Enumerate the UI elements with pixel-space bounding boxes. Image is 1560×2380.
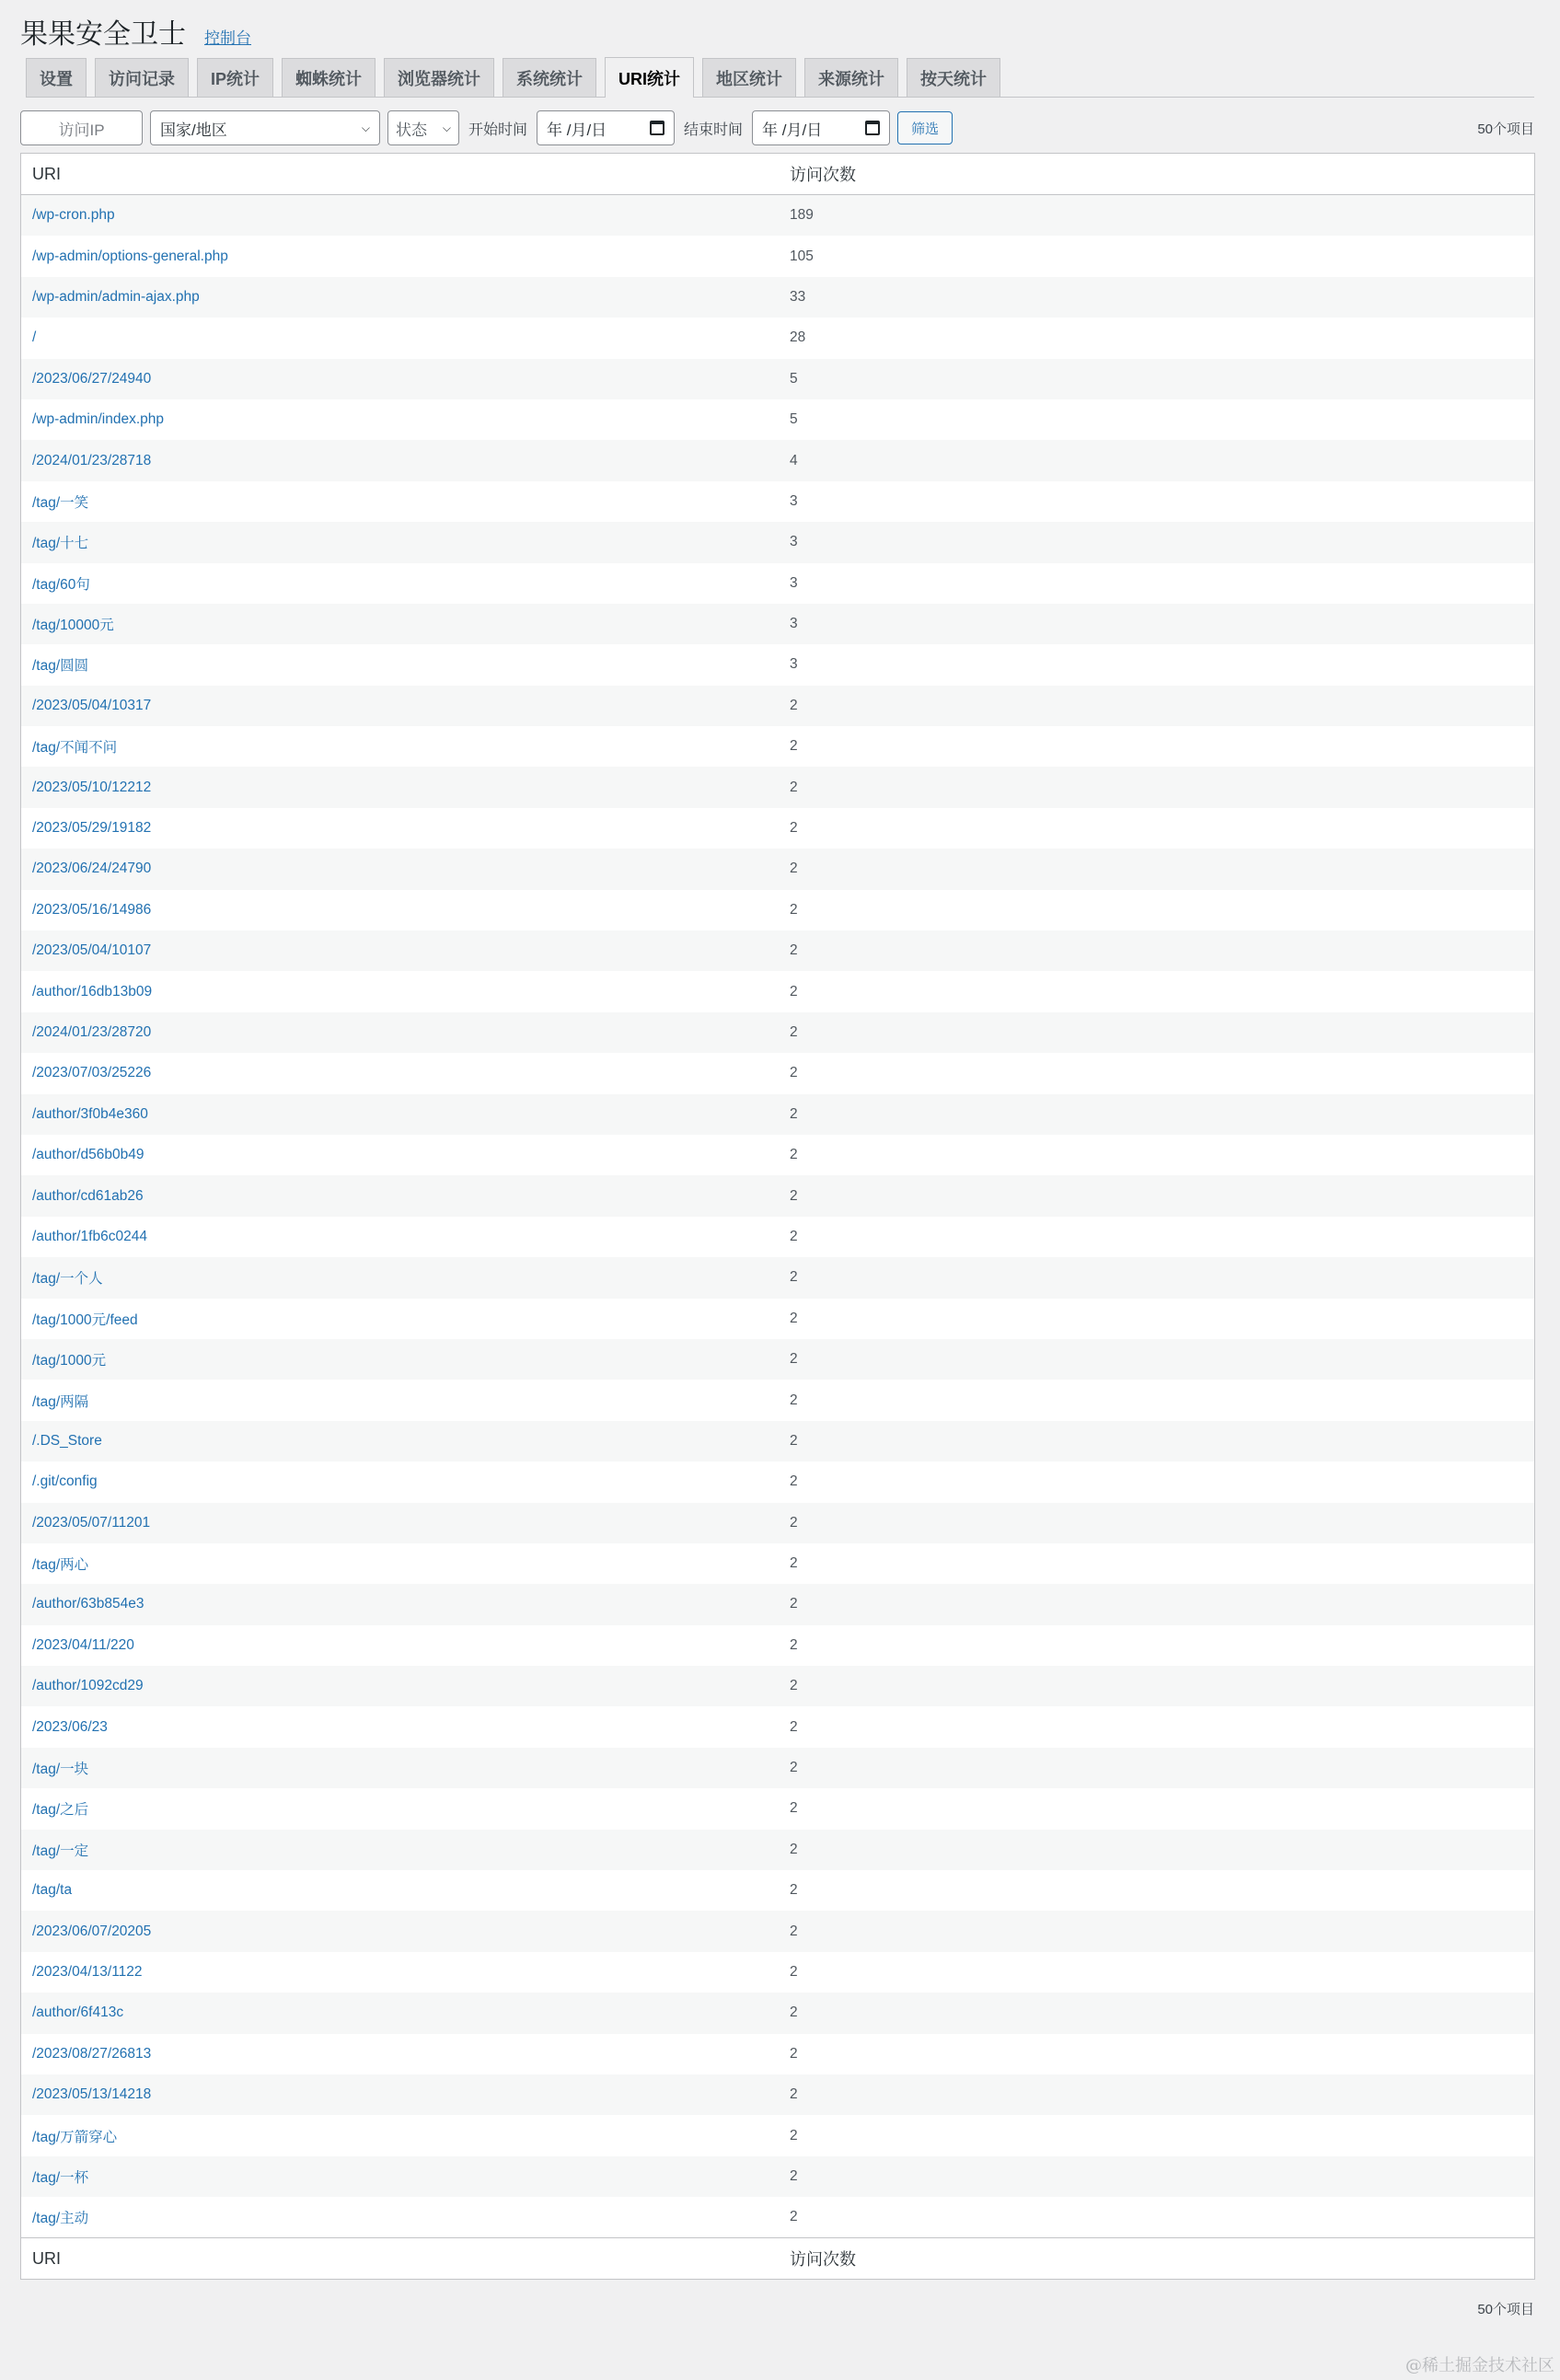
table-row	[21, 1175, 1534, 1216]
visit-count: 2	[790, 2127, 798, 2143]
uri-stats-table	[20, 153, 1535, 2280]
visit-count: 3	[790, 574, 798, 591]
visit-count: 2	[790, 1760, 798, 1776]
table-row	[21, 359, 1534, 399]
uri-link[interactable]: /2023/06/27/24940	[32, 370, 152, 387]
visit-count: 2	[790, 2045, 798, 2062]
table-row	[21, 1993, 1534, 2033]
visit-count: 2	[790, 1596, 798, 1612]
table-row	[21, 1094, 1534, 1135]
uri-link[interactable]: /tag/一块	[32, 1762, 89, 1778]
table-row	[21, 726, 1534, 767]
country-select-value: 国家/地区	[160, 121, 227, 139]
visit-count: 3	[790, 656, 798, 673]
table-row	[21, 1299, 1534, 1339]
uri-link[interactable]: /author/6f413c	[32, 2005, 124, 2021]
tab-0[interactable]: 设置	[26, 58, 87, 97]
uri-link[interactable]: /author/16db13b09	[32, 983, 153, 999]
visit-count: 2	[790, 1065, 798, 1081]
column-header-count[interactable]: 访问次数	[790, 166, 856, 184]
table-row	[21, 1830, 1534, 1870]
table-row	[21, 563, 1534, 604]
visit-count: 2	[790, 1473, 798, 1490]
uri-link[interactable]: /2023/05/13/14218	[32, 2086, 152, 2103]
start-date-input[interactable]	[537, 110, 675, 145]
tab-6[interactable]: URI统计	[605, 57, 694, 98]
visit-count: 2	[790, 2209, 798, 2225]
uri-link[interactable]: /author/d56b0b49	[32, 1147, 144, 1163]
calendar-icon[interactable]	[650, 121, 664, 135]
tab-9[interactable]: 按天统计	[907, 58, 1000, 97]
table-row	[21, 1788, 1534, 1829]
uri-link[interactable]: /2023/07/03/25226	[32, 1065, 152, 1081]
item-count-bottom: 50个项目	[1477, 2302, 1534, 2317]
table-row	[21, 1380, 1534, 1420]
visit-count: 33	[790, 288, 806, 305]
tab-5[interactable]: 系统统计	[503, 58, 596, 97]
uri-link[interactable]: /2023/04/13/1122	[32, 1963, 143, 1980]
column-footer-uri[interactable]: URI	[32, 2248, 61, 2268]
uri-link[interactable]: /author/3f0b4e360	[32, 1105, 148, 1122]
table-row	[21, 1503, 1534, 1543]
uri-link[interactable]: /tag/十七	[32, 536, 89, 552]
uri-link[interactable]: /author/cd61ab26	[32, 1187, 144, 1204]
visit-count: 2	[790, 1269, 798, 1286]
tab-1[interactable]: 访问记录	[95, 58, 189, 97]
uri-link[interactable]: /tag/万箭穿心	[32, 2129, 118, 2145]
table-row	[21, 1625, 1534, 1666]
chevron-down-icon: ⌵	[361, 121, 370, 134]
uri-link[interactable]: /tag/一定	[32, 1843, 89, 1859]
title-row	[20, 11, 251, 48]
visit-count: 2	[790, 738, 798, 755]
visit-count: 2	[790, 1800, 798, 1817]
visit-count: 2	[790, 1923, 798, 1939]
table-row	[21, 1053, 1534, 1093]
visit-count: 3	[790, 492, 798, 509]
column-header-uri[interactable]: URI	[32, 164, 61, 183]
table-row	[21, 2034, 1534, 2074]
tab-3[interactable]: 蜘蛛统计	[282, 58, 376, 97]
uri-link[interactable]: /2023/08/27/26813	[32, 2045, 152, 2062]
visit-count: 2	[790, 942, 798, 959]
uri-link[interactable]: /tag/两隔	[32, 1393, 89, 1410]
watermark: @稀土掘金技术社区	[1405, 2356, 1554, 2375]
table-row	[21, 890, 1534, 930]
table-row	[21, 1257, 1534, 1298]
uri-link[interactable]: /tag/1000元	[32, 1353, 107, 1369]
visit-count: 2	[790, 1678, 798, 1694]
visit-count: 2	[790, 1718, 798, 1735]
visit-count: 2	[790, 1882, 798, 1899]
table-row	[21, 1421, 1534, 1462]
visit-count: 5	[790, 370, 798, 387]
visit-count: 2	[790, 901, 798, 918]
visit-count: 2	[790, 2167, 798, 2184]
table-row	[21, 1748, 1534, 1788]
item-count-top: 50个项目	[1477, 121, 1534, 137]
tab-4[interactable]: 浏览器统计	[384, 58, 494, 97]
table-row	[21, 1543, 1534, 1584]
start-date-placeholder: 年 /月/日	[547, 121, 607, 139]
table-row	[21, 1870, 1534, 1911]
ip-filter-input[interactable]: 访问IP	[20, 110, 143, 145]
table-row	[21, 849, 1534, 889]
end-date-label: 结束时间	[684, 121, 744, 138]
uri-link[interactable]: /2023/05/10/12212	[32, 779, 152, 795]
status-select-value: 状态	[396, 121, 427, 139]
dashboard-link[interactable]: 控制台	[204, 29, 251, 47]
country-select[interactable]	[150, 110, 380, 145]
end-date-input[interactable]	[752, 110, 890, 145]
visit-count: 2	[790, 1024, 798, 1040]
table-row	[21, 399, 1534, 440]
visit-count: 2	[790, 983, 798, 999]
table-row	[21, 2115, 1534, 2155]
visit-count: 3	[790, 534, 798, 550]
visit-count: 105	[790, 248, 814, 264]
visit-count: 2	[790, 1392, 798, 1408]
uri-link[interactable]: /tag/60句	[32, 576, 90, 593]
visit-count: 2	[790, 779, 798, 795]
filter-button[interactable]: 筛选	[897, 111, 953, 144]
table-row	[21, 644, 1534, 685]
uri-link[interactable]: /tag/1000元/feed	[32, 1311, 138, 1328]
visit-count: 2	[790, 1555, 798, 1572]
uri-link[interactable]: /author/63b854e3	[32, 1596, 144, 1612]
filter-bar	[20, 110, 1534, 146]
visit-count: 3	[790, 616, 798, 632]
table-row	[21, 1339, 1534, 1380]
uri-link[interactable]: /2023/05/04/10317	[32, 697, 152, 713]
table-row	[21, 1217, 1534, 1257]
uri-link[interactable]: /.DS_Store	[32, 1432, 102, 1449]
table-row	[21, 318, 1534, 358]
table-footer	[21, 2237, 1534, 2279]
table-row	[21, 1666, 1534, 1706]
column-footer-count[interactable]: 访问次数	[790, 2250, 856, 2269]
uri-link[interactable]: /tag/ta	[32, 1882, 73, 1899]
visit-count: 2	[790, 1351, 798, 1368]
uri-link[interactable]: /tag/一杯	[32, 2169, 89, 2186]
visit-count: 2	[790, 697, 798, 713]
table-row	[21, 236, 1534, 276]
uri-link[interactable]: /author/1092cd29	[32, 1678, 144, 1694]
visit-count: 2	[790, 1636, 798, 1653]
table-row	[21, 1012, 1534, 1053]
visit-count: 2	[790, 1514, 798, 1531]
visit-count: 2	[790, 861, 798, 877]
table-row	[21, 808, 1534, 849]
table-row	[21, 277, 1534, 318]
uri-link[interactable]: /wp-admin/admin-ajax.php	[32, 288, 200, 305]
uri-link[interactable]: /2023/04/11/220	[32, 1636, 134, 1653]
uri-link[interactable]: /wp-admin/options-general.php	[32, 248, 228, 264]
tab-bar	[26, 57, 1534, 98]
uri-link[interactable]: /.git/config	[32, 1473, 98, 1490]
visit-count: 2	[790, 1310, 798, 1326]
table-row	[21, 2156, 1534, 2197]
visit-count: 5	[790, 411, 798, 428]
tab-2[interactable]: IP统计	[197, 58, 273, 97]
uri-link[interactable]: /2023/05/16/14986	[32, 901, 152, 918]
visit-count: 2	[790, 2005, 798, 2021]
visit-count: 2	[790, 1228, 798, 1244]
visit-count: 4	[790, 452, 798, 468]
visit-count: 189	[790, 207, 814, 224]
table-row	[21, 2074, 1534, 2115]
chevron-down-icon: ⌵	[442, 121, 451, 134]
table-row	[21, 481, 1534, 522]
visit-count: 2	[790, 1187, 798, 1204]
table-row	[21, 195, 1534, 236]
table-row	[21, 1952, 1534, 1993]
uri-link[interactable]: /tag/不闻不问	[32, 740, 118, 757]
table-row	[21, 930, 1534, 971]
uri-link[interactable]: /tag/圆圆	[32, 658, 89, 675]
visit-count: 2	[790, 1841, 798, 1857]
table-row	[21, 440, 1534, 480]
table-header	[21, 154, 1534, 195]
status-select[interactable]	[387, 110, 459, 145]
table-row	[21, 1462, 1534, 1502]
visit-count: 2	[790, 1432, 798, 1449]
uri-link[interactable]: /2023/05/07/11201	[32, 1514, 151, 1531]
table-row	[21, 1135, 1534, 1175]
start-date-label: 开始时间	[468, 121, 528, 138]
uri-link[interactable]: /2023/06/07/20205	[32, 1923, 152, 1939]
table-row	[21, 1706, 1534, 1747]
uri-link[interactable]: /2023/05/29/19182	[32, 820, 152, 837]
tab-8[interactable]: 来源统计	[804, 58, 898, 97]
uri-link[interactable]: /	[32, 329, 37, 346]
uri-link[interactable]: /tag/两心	[32, 1557, 89, 1574]
page-title: 果果安全卫士	[20, 19, 186, 50]
calendar-icon[interactable]	[865, 121, 880, 135]
uri-link[interactable]: /tag/一个人	[32, 1271, 103, 1288]
end-date-placeholder: 年 /月/日	[762, 121, 823, 139]
visit-count: 2	[790, 820, 798, 837]
table-row	[21, 971, 1534, 1011]
uri-link[interactable]: /author/1fb6c0244	[32, 1228, 147, 1244]
uri-link[interactable]: /2023/06/24/24790	[32, 861, 152, 877]
visit-count: 2	[790, 1147, 798, 1163]
table-row	[21, 522, 1534, 562]
uri-link[interactable]: /tag/主动	[32, 2211, 89, 2227]
visit-count: 2	[790, 1105, 798, 1122]
tab-7[interactable]: 地区统计	[702, 58, 796, 97]
uri-link[interactable]: /tag/一笑	[32, 494, 89, 511]
visit-count: 2	[790, 2086, 798, 2103]
visit-count: 28	[790, 329, 806, 346]
table-row	[21, 1911, 1534, 1951]
uri-link[interactable]: /tag/10000元	[32, 618, 114, 634]
uri-link[interactable]: /wp-cron.php	[32, 207, 115, 224]
uri-link[interactable]: /2024/01/23/28720	[32, 1024, 152, 1040]
uri-link[interactable]: /2023/06/23	[32, 1718, 108, 1735]
table-body	[21, 195, 1534, 2237]
table-row	[21, 2197, 1534, 2237]
table-row	[21, 604, 1534, 644]
table-row	[21, 1584, 1534, 1624]
table-row	[21, 767, 1534, 807]
uri-link[interactable]: /2023/05/04/10107	[32, 942, 152, 959]
uri-link[interactable]: /2024/01/23/28718	[32, 452, 152, 468]
uri-link[interactable]: /wp-admin/index.php	[32, 411, 165, 428]
uri-link[interactable]: /tag/之后	[32, 1802, 89, 1819]
table-row	[21, 686, 1534, 726]
visit-count: 2	[790, 1963, 798, 1980]
